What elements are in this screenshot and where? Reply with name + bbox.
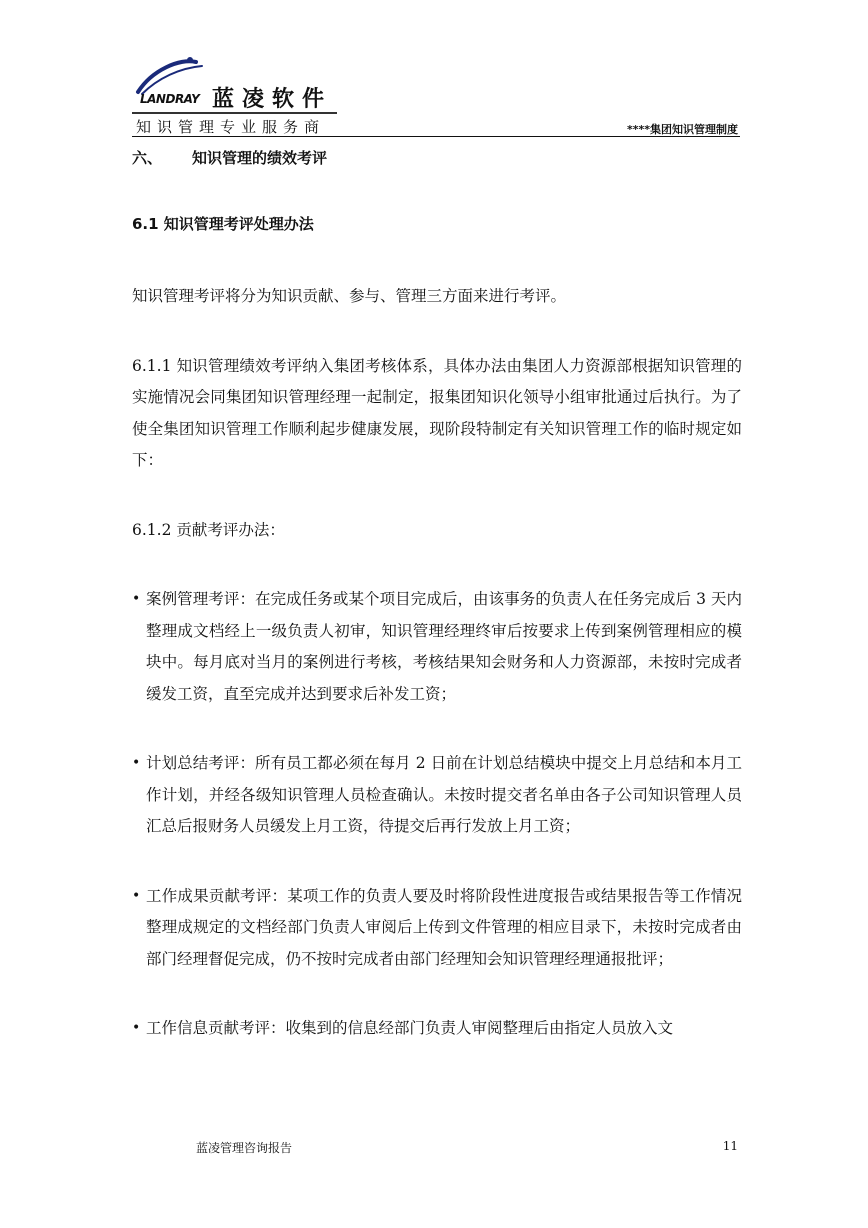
bullet-item: • 工作信息贡献考评：收集到的信息经部门负责人审阅整理后由指定人员放入文 bbox=[132, 1013, 742, 1045]
paragraph: 6.1.1 知识管理绩效考评纳入集团考核体系，具体办法由集团人力资源部根据知识管理的实施情况会同集团知识管理经理一起制定，报集团知识化领导小组审批通过后执行。为了使全集团知识管理工作顺利起步健康发展，现阶段特制定有关知识管理工作的临时规定如下： bbox=[132, 356, 742, 469]
logo-chinese: 蓝凌软件 bbox=[212, 87, 333, 112]
paragraph: 知识管理考评将分为知识贡献、参与、管理三方面来进行考评。 bbox=[132, 287, 567, 305]
section-title: 知识管理的绩效考评 bbox=[192, 149, 328, 167]
page-number: 11 bbox=[722, 1139, 738, 1153]
section-number: 六、 bbox=[132, 149, 163, 167]
logo-divider bbox=[132, 112, 337, 114]
subsection-heading: 6.1 知识管理考评处理办法 bbox=[132, 215, 314, 233]
paragraph: 6.1.2 贡献考评办法： bbox=[132, 520, 285, 539]
logo-slogan: 知识管理专业服务商 bbox=[136, 118, 326, 136]
landray-logo-swoosh-icon bbox=[132, 52, 212, 96]
section-heading bbox=[132, 145, 742, 171]
page-body bbox=[132, 145, 742, 1045]
bullet-item: • 案例管理考评：在完成任务或某个项目完成后，由该事务的负责人在任务完成后 3 天内整理成文档经上一级负责人初审，知识管理经理终审后按要求上传到案例管理相应的模块中。每月底对当月的案例进行考核，考核结果知会财务和人力资源部，未按时完成者缓发工资，直至完成并达到要求后补发工资； bbox=[132, 584, 742, 710]
logo-english: LANDRAY bbox=[140, 92, 200, 106]
footer-label: 蓝凌管理咨询报告 bbox=[196, 1141, 293, 1155]
document-title: ****集团知识管理制度 bbox=[626, 123, 738, 136]
bullet-item: • 计划总结考评：所有员工都必须在每月 2 日前在计划总结模块中提交上月总结和本月工作计划，并经各级知识管理人员检查确认。未按时提交者名单由各子公司知识管理人员汇总后报财务人员缓发上月工资，待提交后再行发放上月工资； bbox=[132, 748, 742, 843]
bullet-item: • 工作成果贡献考评：某项工作的负责人要及时将阶段性进度报告或结果报告等工作情况整理成规定的文档经部门负责人审阅后上传到文件管理的相应目录下，未按时完成者由部门经理督促完成，仍不按时完成者由部门经理知会知识管理经理通报批评； bbox=[132, 881, 742, 976]
header-rule bbox=[132, 136, 740, 137]
page-header bbox=[132, 52, 740, 138]
